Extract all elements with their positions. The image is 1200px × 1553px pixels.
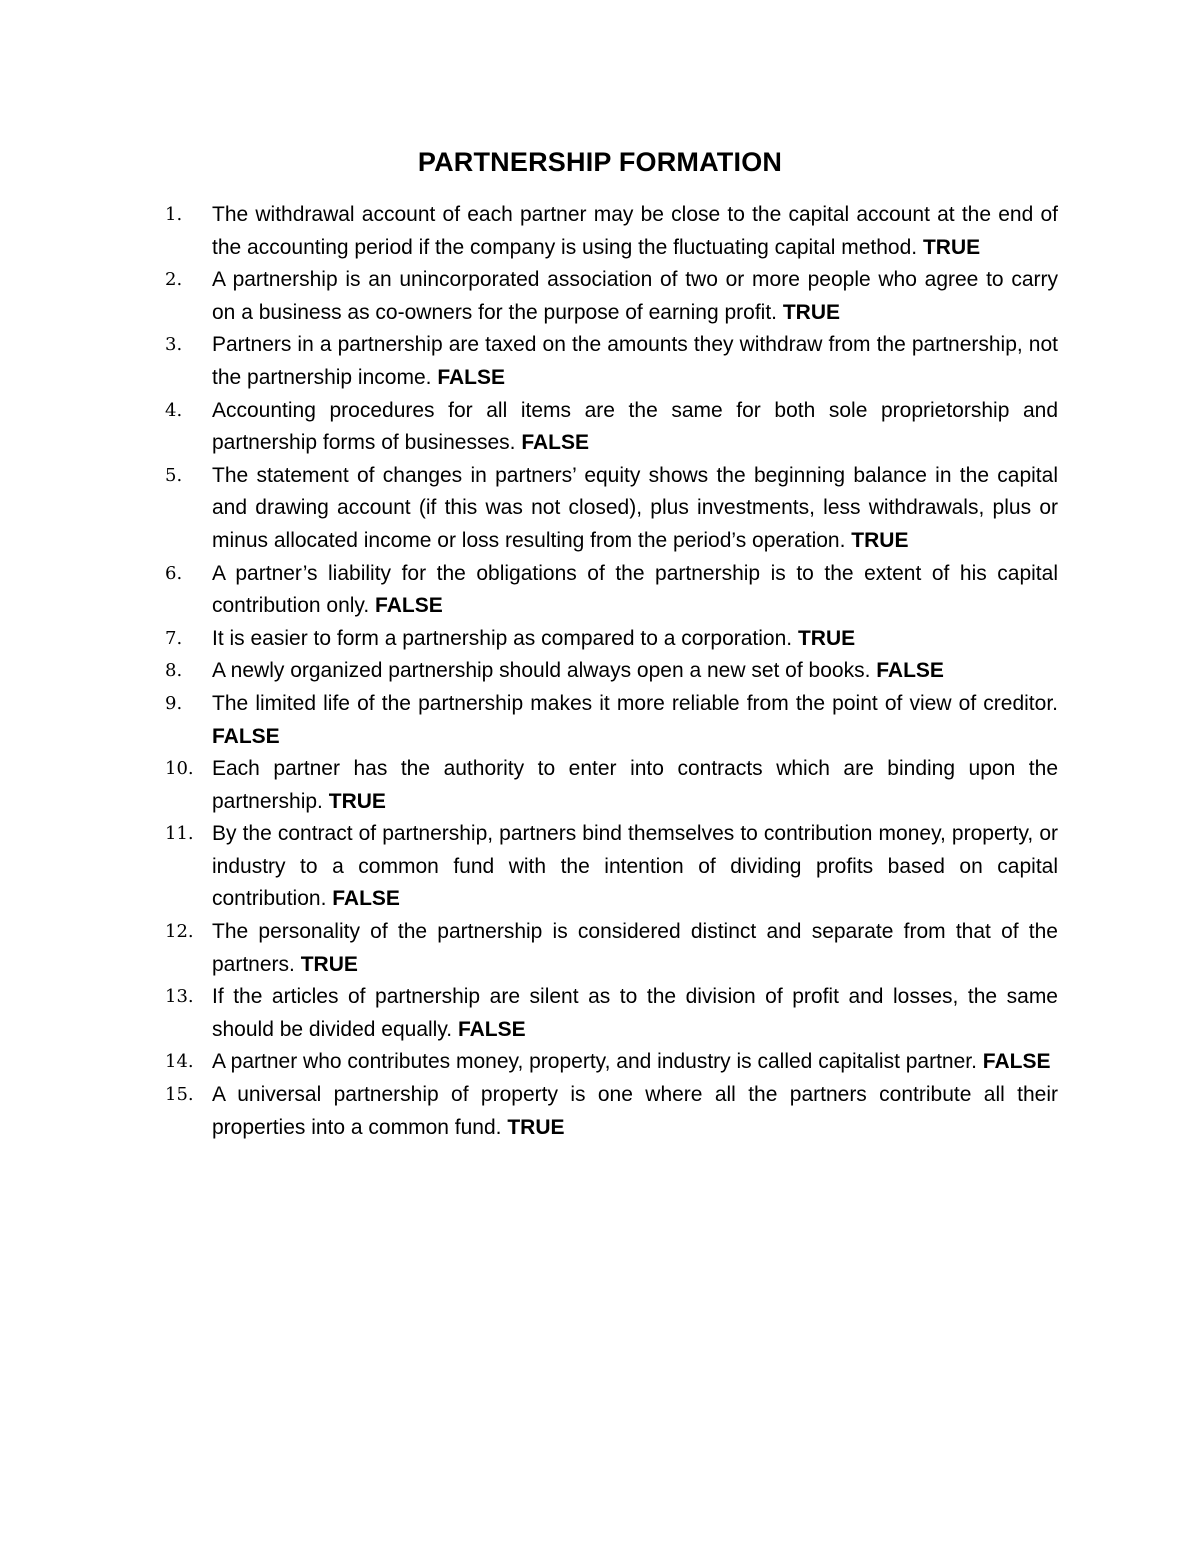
item-answer: FALSE (375, 594, 443, 618)
item-statement: The personality of the partnership is considered distinct and separate from that of the partners. (212, 920, 1058, 976)
item-number: 1. (165, 204, 183, 225)
item-statement: By the contract of partnership, partners bind themselves to contribution money, property, or industry to a common fund with the intention of dividing profits based on capital contribution. (212, 822, 1058, 911)
item-statement: The withdrawal account of each partner may be close to the capital account at the end of the accounting period if the company is using the fluctuating capital method. (212, 203, 1058, 259)
item-number: 6. (165, 562, 183, 584)
list-item (165, 329, 1058, 394)
item-answer: TRUE (797, 626, 856, 650)
list-item (165, 688, 1058, 753)
list-item (165, 558, 1058, 623)
item-answer: FALSE (332, 887, 400, 911)
item-answer: TRUE (922, 235, 981, 259)
item-statement: A partnership is an unincorporated association of two or more people who agree to carry on a business as co-owners for the purpose of earning profit. (212, 268, 1058, 324)
item-number: 12. (165, 921, 194, 943)
list-item (165, 395, 1058, 460)
item-number: 7. (165, 627, 183, 649)
item-statement: It is easier to form a partnership as compared to a corporation. (212, 626, 793, 650)
list-item (165, 981, 1058, 1046)
list-item (165, 264, 1058, 329)
item-answer: FALSE (437, 365, 505, 389)
item-statement: A partner’s liability for the obligations of the partnership is to the extent of his capital contribution only. (212, 561, 1058, 618)
item-number: 4. (165, 399, 183, 421)
question-list (165, 199, 1058, 1144)
list-item (165, 1079, 1058, 1144)
item-answer: FALSE (212, 724, 280, 748)
item-statement: The limited life of the partnership makes it more reliable from the point of view of creditor. (212, 691, 1058, 715)
list-item (165, 623, 1058, 656)
item-number: 2. (165, 269, 183, 291)
item-answer: TRUE (300, 952, 358, 976)
item-answer: TRUE (851, 528, 909, 552)
item-answer: TRUE (328, 789, 386, 813)
item-number: 11. (165, 823, 194, 845)
item-statement: Accounting procedures for all items are the same for both sole proprietorship and partnership forms of businesses. (212, 398, 1058, 455)
item-answer: TRUE (507, 1115, 565, 1139)
item-number: 9. (165, 692, 183, 714)
item-statement: The statement of changes in partners’ equity shows the beginning balance in the capital and drawing account (if this was not closed), plus investments, less withdrawals, plus or minus allocated income or loss resulting from the period’s operation. (212, 463, 1058, 552)
list-item (165, 1046, 1058, 1079)
item-answer: FALSE (457, 1017, 526, 1041)
item-number: 14. (165, 1051, 194, 1073)
item-statement: A universal partnership of property is one where all the partners contribute all their properties into a common fund. (212, 1083, 1058, 1139)
item-statement: If the articles of partnership are silent as to the division of profit and losses, the same should be divided equally. (212, 985, 1058, 1041)
item-number: 5. (165, 464, 183, 486)
item-number: 13. (165, 986, 194, 1008)
list-item (165, 460, 1058, 558)
item-answer: FALSE (521, 431, 590, 455)
item-answer: TRUE (782, 300, 841, 324)
item-statement: Partners in a partnership are taxed on the amounts they withdraw from the partnership, not the partnership income. (212, 333, 1058, 389)
item-statement: Each partner has the authority to enter into contracts which are binding upon the partnership. (212, 757, 1058, 813)
list-item (165, 916, 1058, 981)
list-item (165, 655, 1058, 688)
item-answer: FALSE (876, 659, 944, 683)
list-item (165, 199, 1058, 264)
list-item (165, 818, 1058, 916)
item-number: 8. (165, 660, 183, 682)
item-number: 10. (165, 758, 194, 780)
item-statement: A partner who contributes money, property, and industry is called capitalist partner. (212, 1050, 977, 1074)
item-number: 3. (165, 334, 183, 356)
item-answer: FALSE (982, 1050, 1051, 1074)
page-title: PARTNERSHIP FORMATION (417, 147, 783, 177)
item-statement: A newly organized partnership should always open a new set of books. (212, 659, 871, 683)
item-number: 15. (165, 1084, 194, 1106)
list-item (165, 753, 1058, 818)
